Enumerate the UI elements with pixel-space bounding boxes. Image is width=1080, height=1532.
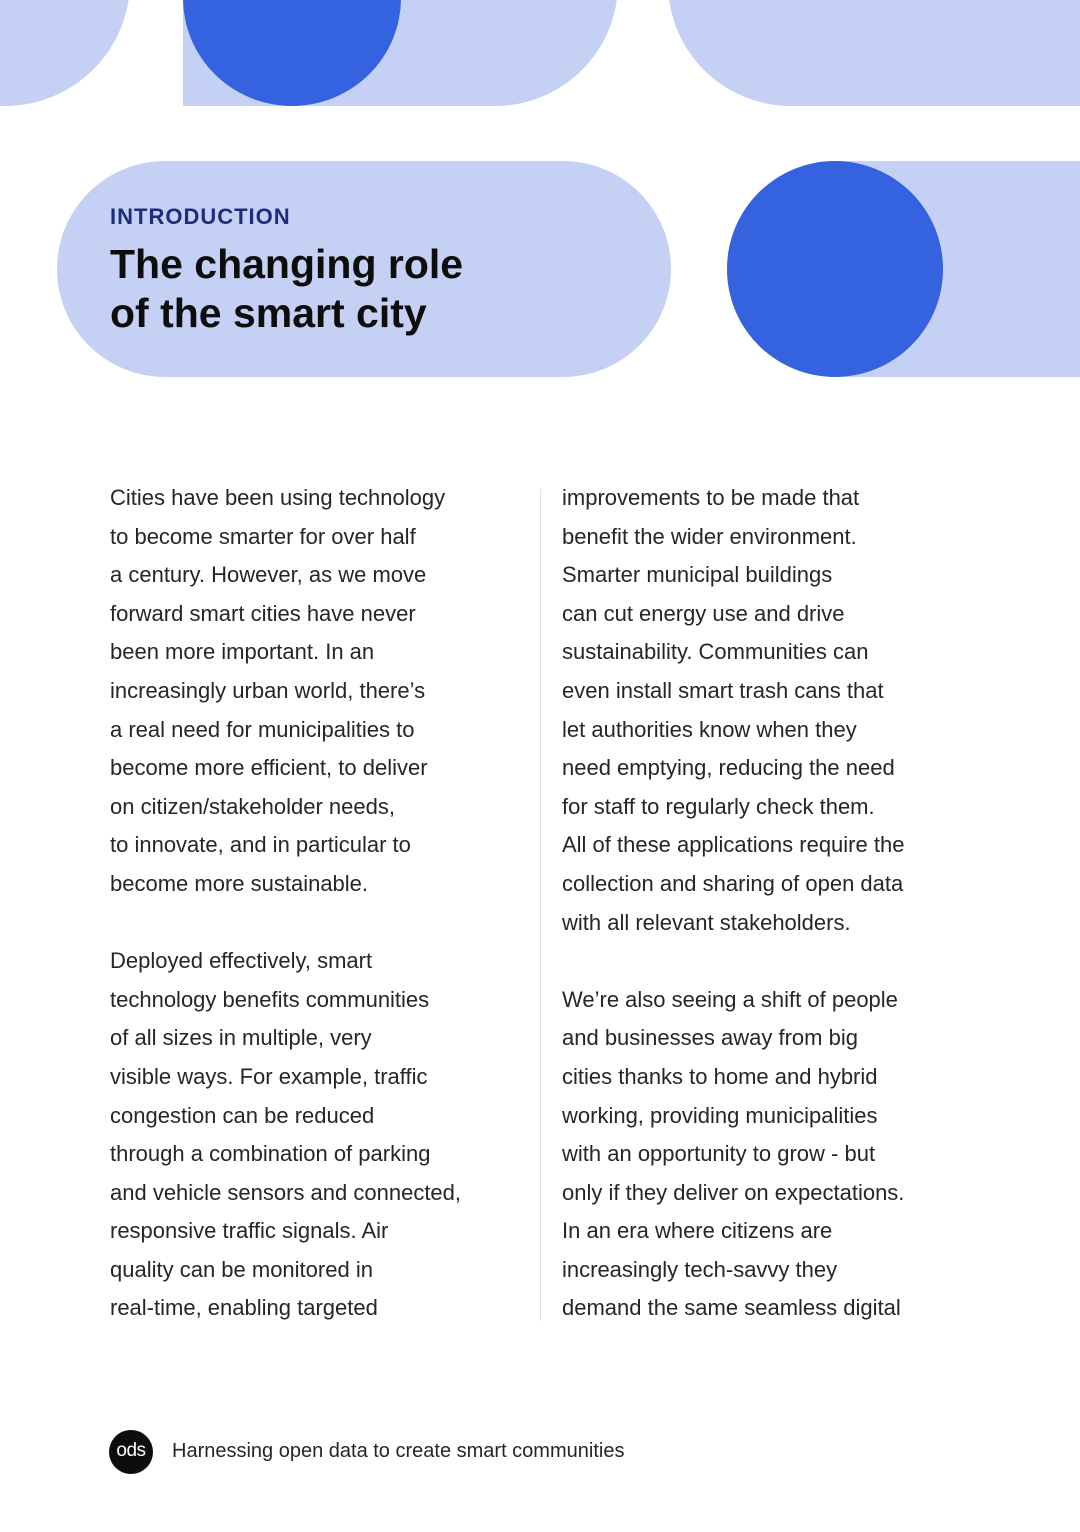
text-line: through a combination of parking (110, 1141, 431, 1167)
text-line: In an era where citizens are (562, 1218, 833, 1244)
column-divider (540, 489, 541, 1321)
footer-text: Harnessing open data to create smart communities (172, 1440, 625, 1462)
text-line: demand the same seamless digital (562, 1295, 901, 1321)
text-line: a century. However, as we move (110, 562, 427, 588)
text-line: Cities have been using technology (110, 485, 446, 510)
text-line: for staff to regularly check them. (562, 793, 875, 819)
decorative-pill-top-right (668, 0, 1080, 106)
text-line: need emptying, reducing the need (562, 755, 895, 781)
decorative-arc-top-left (0, 0, 130, 106)
text-line: technology benefits communities (110, 986, 430, 1012)
text-line: real-time, enabling targeted (110, 1295, 378, 1321)
text-line: become more efficient, to deliver (110, 755, 428, 781)
text-line: benefit the wider environment. (562, 523, 857, 549)
text-line: increasingly tech-savvy they (562, 1256, 838, 1282)
text-line: responsive traffic signals. Air (110, 1218, 389, 1244)
text-line: cities thanks to home and hybrid (562, 1063, 878, 1089)
text-line: Smarter municipal buildings (562, 562, 833, 588)
ods-logo: ods (109, 1430, 153, 1474)
body-column-left (110, 479, 530, 1328)
text-line: become more sustainable. (110, 870, 369, 896)
text-line: to innovate, and in particular to (110, 832, 411, 858)
text-line: sustainability. Communities can (562, 639, 869, 665)
text-line: We’re also seeing a shift of people (562, 986, 898, 1012)
text-line: working, providing municipalities (562, 1102, 878, 1128)
text-line: increasingly urban world, there’s (110, 677, 426, 703)
text-line: congestion can be reduced (110, 1102, 375, 1128)
text-line: Deployed effectively, smart (110, 948, 373, 974)
text-line: on citizen/stakeholder needs, (110, 793, 395, 819)
text-line: let authorities know when they (562, 716, 857, 742)
text-line: can cut energy use and drive (562, 600, 845, 626)
text-line: forward smart cities have never (110, 600, 416, 626)
text-line: with an opportunity to grow - but (562, 1141, 876, 1167)
text-line: visible ways. For example, traffic (110, 1063, 428, 1089)
decorative-circle-right (727, 161, 943, 377)
text-line: only if they deliver on expectations. (562, 1179, 905, 1205)
text-line: of all sizes in multiple, very (110, 1025, 372, 1051)
paragraph-gap (562, 942, 982, 981)
text-line: All of these applications require the (562, 832, 905, 858)
text-line: a real need for municipalities to (110, 716, 415, 742)
text-line: improvements to be made that (562, 485, 860, 510)
text-line: with all relevant stakeholders. (562, 909, 851, 935)
section-eyebrow: INTRODUCTION (110, 204, 291, 229)
text-line: collection and sharing of open data (562, 870, 904, 896)
text-line: to become smarter for over half (110, 523, 416, 549)
title-line-1: The changing role (110, 241, 464, 287)
text-line: even install smart trash cans that (562, 677, 884, 703)
body-column-right (562, 479, 982, 1328)
title-line-2: of the smart city (110, 290, 427, 336)
text-line: quality can be monitored in (110, 1256, 373, 1282)
text-line: been more important. In an (110, 639, 375, 665)
page-title (110, 240, 630, 338)
text-line: and vehicle sensors and connected, (110, 1179, 462, 1205)
text-line: and businesses away from big (562, 1025, 858, 1051)
paragraph-gap (110, 904, 530, 943)
